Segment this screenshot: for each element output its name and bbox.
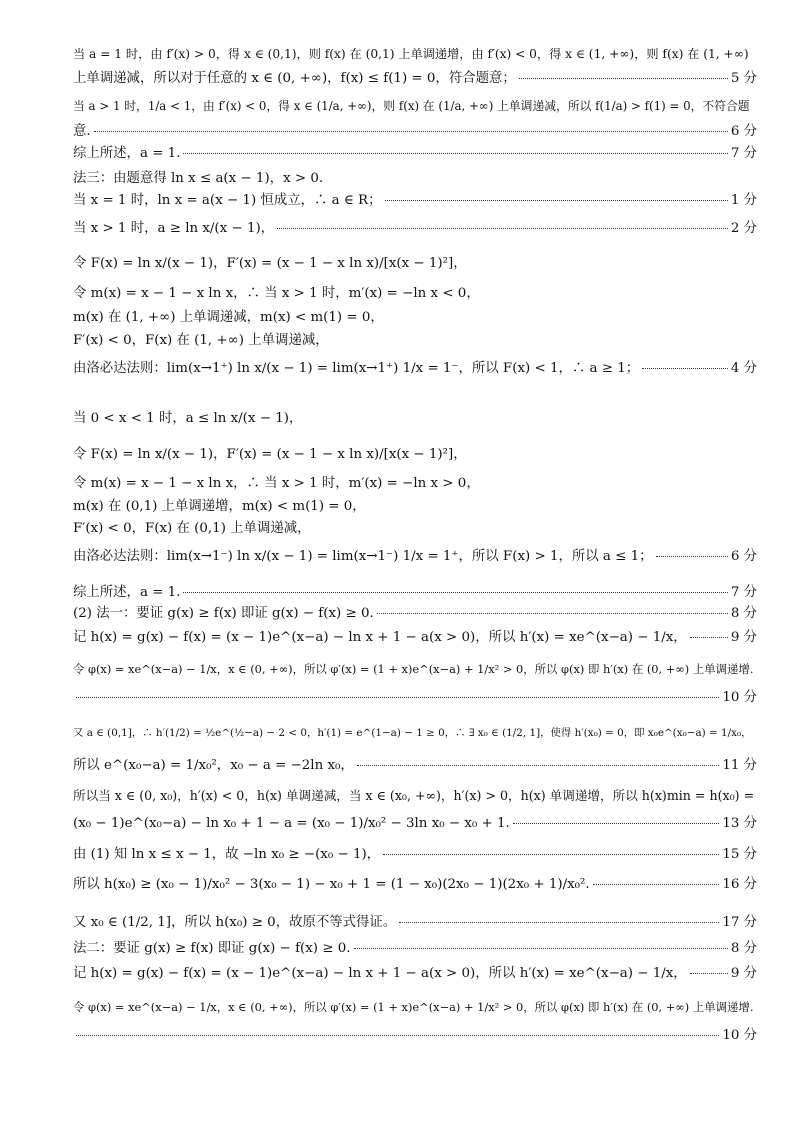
solution-line — [73, 332, 757, 350]
score-label: 11 分 — [722, 758, 757, 773]
line-text: 由洛必达法则：lim(x→1⁺) ln x/(x − 1) = lim(x→1⁺) 1/x = 1⁻，所以 F(x) < 1，∴ a ≥ 1； — [73, 361, 640, 376]
score-label: 15 分 — [722, 847, 757, 862]
line-text: 由洛必达法则：lim(x→1⁻) ln x/(x − 1) = lim(x→1⁻) 1/x = 1⁺，所以 F(x) > 1，所以 a ≤ 1； — [73, 549, 653, 564]
line-text: 当 x = 1 时，ln x = a(x − 1) 恒成立，∴ a ∈ R； — [73, 193, 382, 208]
dot-leader — [690, 637, 728, 638]
solution-line — [73, 605, 757, 623]
dot-leader — [399, 922, 719, 923]
solution-line — [73, 724, 757, 742]
dot-leader — [519, 78, 728, 79]
dot-leader — [642, 368, 728, 369]
score-label: 4 分 — [730, 361, 757, 376]
solution-line — [73, 192, 757, 210]
dot-leader — [513, 823, 720, 824]
solution-line — [73, 1027, 757, 1045]
score-label: 17 分 — [722, 915, 757, 930]
score-label: 9 分 — [730, 966, 757, 981]
solution-line — [73, 846, 757, 864]
dot-leader — [656, 556, 728, 557]
dot-leader — [690, 973, 728, 974]
line-text: 当 x > 1 时，a ≥ ln x/(x − 1)， — [73, 221, 275, 236]
score-label: 7 分 — [730, 146, 757, 161]
line-text: 由 (1) 知 ln x ≤ x − 1，故 −ln x₀ ≥ −(x₀ − 1)， — [73, 847, 381, 862]
solution-line — [73, 584, 757, 602]
score-label: 6 分 — [730, 124, 757, 139]
line-text: F′(x) < 0，F(x) 在 (0,1) 上单调递减， — [73, 521, 311, 536]
line-text: 综上所述，a = 1. — [73, 146, 181, 161]
solution-line — [73, 815, 757, 833]
solution-line — [73, 45, 757, 63]
line-text: (x₀ − 1)e^(x₀−a) − ln x₀ + 1 − a = (x₀ − 1)/x₀² − 3ln x₀ − x₀ + 1. — [73, 816, 510, 831]
line-text: 所以当 x ∈ (0, x₀)，h′(x) < 0，h(x) 单调递减，当 x ∈ (x₀, +∞)，h′(x) > 0，h(x) 单调递增，所以 h(x)min = h(x₀) = — [73, 788, 755, 803]
solution-line — [73, 787, 757, 805]
score-label: 6 分 — [730, 549, 757, 564]
solution-line — [73, 965, 757, 983]
line-text: 记 h(x) = g(x) − f(x) = (x − 1)e^(x−a) − ln x + 1 − a(x > 0)，所以 h′(x) = xe^(x−a) − 1/x， — [73, 630, 687, 645]
line-text: 令 F(x) = ln x/(x − 1)，F′(x) = (x − 1 − x ln x)/[x(x − 1)²]， — [73, 256, 467, 271]
solution-line — [73, 220, 757, 238]
solution-line — [73, 660, 757, 678]
score-label: 7 分 — [730, 585, 757, 600]
line-text: 令 F(x) = ln x/(x − 1)，F′(x) = (x − 1 − x ln x)/[x(x − 1)²]， — [73, 447, 467, 462]
solution-line — [73, 757, 757, 775]
solution-line — [73, 446, 757, 464]
line-text: 令 φ(x) = xe^(x−a) − 1/x，x ∈ (0, +∞)，所以 φ′(x) = (1 + x)e^(x−a) + 1/x² > 0，所以 φ(x) 即 h′(x) 在 (0, +∞) 上单调递增. — [73, 662, 754, 676]
dot-leader — [183, 153, 727, 154]
line-text: 所以 e^(x₀−a) = 1/x₀²，x₀ − a = −2ln x₀， — [73, 758, 354, 773]
solution-line — [73, 360, 757, 378]
solution-line — [73, 998, 757, 1016]
solution-line — [73, 123, 757, 141]
solution-line — [73, 475, 757, 493]
line-text: 当 0 < x < 1 时，a ≤ ln x/(x − 1)， — [73, 411, 303, 426]
score-label: 2 分 — [730, 221, 757, 236]
solution-line — [73, 410, 757, 428]
score-label: 10 分 — [722, 690, 757, 705]
dot-leader — [76, 1035, 719, 1036]
dot-leader — [383, 854, 719, 855]
line-text: 当 a = 1 时，由 f′(x) > 0，得 x ∈ (0,1)，则 f(x) 在 (0,1) 上单调递增，由 f′(x) < 0，得 x ∈ (1, +∞)，则 f(x) 在 (1, +∞) — [73, 47, 749, 61]
line-text: 综上所述，a = 1. — [73, 585, 181, 600]
solution-line — [73, 97, 757, 115]
solution-line — [73, 940, 757, 958]
line-text: 法三：由题意得 ln x ≤ a(x − 1)，x > 0. — [73, 171, 324, 186]
line-text: (2) 法一：要证 g(x) ≥ f(x) 即证 g(x) − f(x) ≥ 0. — [73, 606, 374, 621]
solution-line — [73, 170, 757, 188]
line-text: 法二：要证 g(x) ≥ f(x) 即证 g(x) − f(x) ≥ 0. — [73, 941, 351, 956]
solution-line — [73, 548, 757, 566]
solution-line — [73, 520, 757, 538]
solution-line — [73, 629, 757, 647]
score-label: 8 分 — [730, 941, 757, 956]
score-label: 8 分 — [730, 606, 757, 621]
dot-leader — [354, 948, 728, 949]
solution-line — [73, 498, 757, 516]
score-label: 1 分 — [730, 193, 757, 208]
solution-line — [73, 914, 757, 932]
line-text: 令 m(x) = x − 1 − x ln x，∴ 当 x > 1 时，m′(x) = −ln x < 0， — [73, 286, 480, 301]
line-text: m(x) 在 (0,1) 上单调递增，m(x) < m(1) = 0， — [73, 499, 366, 514]
solution-line — [73, 309, 757, 327]
solution-line — [73, 70, 757, 88]
solution-line — [73, 255, 757, 273]
line-text: 上单调递减，所以对于任意的 x ∈ (0, +∞)，f(x) ≤ f(1) = 0，符合题意； — [73, 71, 516, 86]
line-text: m(x) 在 (1, +∞) 上单调递减，m(x) < m(1) = 0， — [73, 310, 384, 325]
line-text: 意. — [73, 124, 91, 139]
line-text: 令 φ(x) = xe^(x−a) − 1/x，x ∈ (0, +∞)，所以 φ′(x) = (1 + x)e^(x−a) + 1/x² > 0，所以 φ(x) 即 h′(x) 在 (0, +∞) 上单调递增. — [73, 1000, 754, 1014]
line-text: 记 h(x) = g(x) − f(x) = (x − 1)e^(x−a) − ln x + 1 − a(x > 0)，所以 h′(x) = xe^(x−a) − 1/x， — [73, 966, 687, 981]
line-text: 又 a ∈ (0,1]，∴ h′(1/2) = ½e^(½−a) − 2 < 0，h′(1) = e^(1−a) − 1 ≥ 0，∴ ∃ x₀ ∈ (1/2, 1]，使得 h′(x₀) = 0，即 x₀e^(x₀−a) = 1/x₀， — [73, 727, 752, 739]
dot-leader — [277, 228, 728, 229]
dot-leader — [94, 131, 728, 132]
solution-line — [73, 285, 757, 303]
score-label: 13 分 — [722, 816, 757, 831]
score-label: 16 分 — [722, 877, 757, 892]
line-text: 所以 h(x₀) ≥ (x₀ − 1)/x₀² − 3(x₀ − 1) − x₀ + 1 = (1 − x₀)(2x₀ − 1)(2x₀ + 1)/x₀². — [73, 877, 590, 892]
dot-leader — [377, 613, 728, 614]
dot-leader — [357, 765, 720, 766]
solution-line — [73, 689, 757, 707]
line-text: 令 m(x) = x − 1 − x ln x，∴ 当 x > 1 时，m′(x) = −ln x > 0， — [73, 476, 480, 491]
line-text: 当 a > 1 时，1/a < 1，由 f′(x) < 0，得 x ∈ (1/a, +∞)，则 f(x) 在 (1/a, +∞) 上单调递减，所以 f(1/a) > f(1) = 0，不符合题 — [73, 99, 750, 113]
score-label: 5 分 — [730, 71, 757, 86]
dot-leader — [183, 592, 727, 593]
solution-line — [73, 876, 757, 894]
line-text: F′(x) < 0，F(x) 在 (1, +∞) 上单调递减， — [73, 333, 329, 348]
dot-leader — [76, 697, 719, 698]
dot-leader — [385, 200, 728, 201]
line-text: 又 x₀ ∈ (1/2, 1]，所以 h(x₀) ≥ 0，故原不等式得证。 — [73, 915, 397, 930]
solution-line — [73, 145, 757, 163]
score-label: 10 分 — [722, 1028, 757, 1043]
dot-leader — [593, 884, 720, 885]
score-label: 9 分 — [730, 630, 757, 645]
